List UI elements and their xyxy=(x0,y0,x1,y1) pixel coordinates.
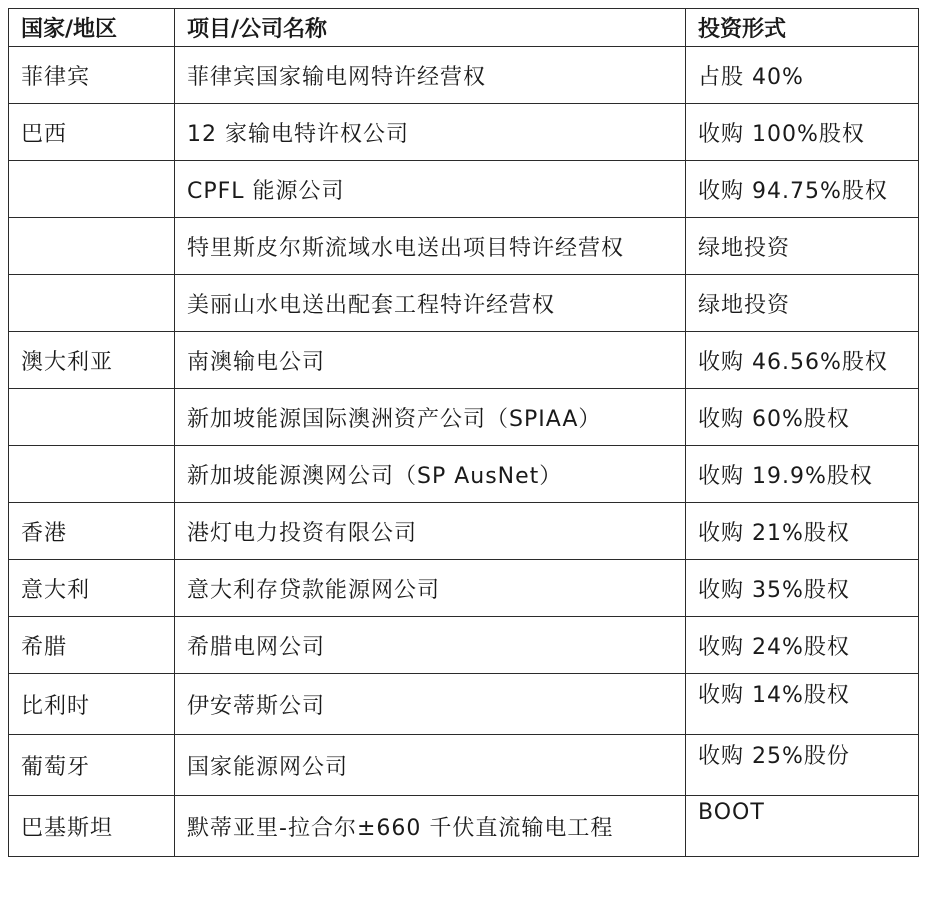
table-row xyxy=(9,389,919,446)
cell-project: 12 家输电特许权公司 xyxy=(175,104,686,161)
cell-project: 港灯电力投资有限公司 xyxy=(175,503,686,560)
cell-region xyxy=(9,161,175,218)
cell-form: 收购 46.56%股权 xyxy=(686,332,919,389)
cell-form: 收购 60%股权 xyxy=(686,389,919,446)
table-row xyxy=(9,617,919,674)
table-row xyxy=(9,674,919,735)
table-row xyxy=(9,735,919,796)
cell-form: 收购 100%股权 xyxy=(686,104,919,161)
cell-region xyxy=(9,389,175,446)
cell-project: 南澳输电公司 xyxy=(175,332,686,389)
cell-region: 希腊 xyxy=(9,617,175,674)
cell-project: 美丽山水电送出配套工程特许经营权 xyxy=(175,275,686,332)
table-row xyxy=(9,275,919,332)
cell-form: 绿地投资 xyxy=(686,275,919,332)
table-row xyxy=(9,332,919,389)
cell-form: 收购 21%股权 xyxy=(686,503,919,560)
investment-table-container xyxy=(8,8,919,857)
cell-project: 意大利存贷款能源网公司 xyxy=(175,560,686,617)
table-row xyxy=(9,104,919,161)
cell-region xyxy=(9,218,175,275)
cell-region: 巴西 xyxy=(9,104,175,161)
table-row xyxy=(9,796,919,857)
cell-region: 比利时 xyxy=(9,674,175,735)
cell-form: 收购 94.75%股权 xyxy=(686,161,919,218)
header-project: 项目/公司名称 xyxy=(175,9,686,47)
cell-project: 特里斯皮尔斯流域水电送出项目特许经营权 xyxy=(175,218,686,275)
table-row xyxy=(9,218,919,275)
cell-form: 收购 24%股权 xyxy=(686,617,919,674)
cell-form: 收购 25%股份 xyxy=(686,735,919,796)
cell-project: 菲律宾国家输电网特许经营权 xyxy=(175,47,686,104)
table-row xyxy=(9,446,919,503)
table-row xyxy=(9,503,919,560)
cell-project: 希腊电网公司 xyxy=(175,617,686,674)
cell-project: 默蒂亚里-拉合尔±660 千伏直流输电工程 xyxy=(175,796,686,857)
cell-form: BOOT xyxy=(686,796,919,857)
header-form: 投资形式 xyxy=(686,9,919,47)
cell-form: 收购 35%股权 xyxy=(686,560,919,617)
header-region: 国家/地区 xyxy=(9,9,175,47)
cell-region xyxy=(9,446,175,503)
cell-project: 新加坡能源国际澳洲资产公司（SPIAA） xyxy=(175,389,686,446)
cell-form: 收购 19.9%股权 xyxy=(686,446,919,503)
cell-project: 国家能源网公司 xyxy=(175,735,686,796)
cell-form: 绿地投资 xyxy=(686,218,919,275)
cell-form: 占股 40% xyxy=(686,47,919,104)
cell-project: 新加坡能源澳网公司（SP AusNet） xyxy=(175,446,686,503)
cell-region: 意大利 xyxy=(9,560,175,617)
table-header-row xyxy=(9,9,919,47)
cell-region: 葡萄牙 xyxy=(9,735,175,796)
cell-region: 香港 xyxy=(9,503,175,560)
cell-region: 巴基斯坦 xyxy=(9,796,175,857)
cell-project: 伊安蒂斯公司 xyxy=(175,674,686,735)
cell-region: 菲律宾 xyxy=(9,47,175,104)
cell-region xyxy=(9,275,175,332)
cell-region: 澳大利亚 xyxy=(9,332,175,389)
table-row xyxy=(9,560,919,617)
cell-form: 收购 14%股权 xyxy=(686,674,919,735)
table-row xyxy=(9,161,919,218)
cell-project: CPFL 能源公司 xyxy=(175,161,686,218)
table-row xyxy=(9,47,919,104)
investment-table xyxy=(8,8,919,857)
